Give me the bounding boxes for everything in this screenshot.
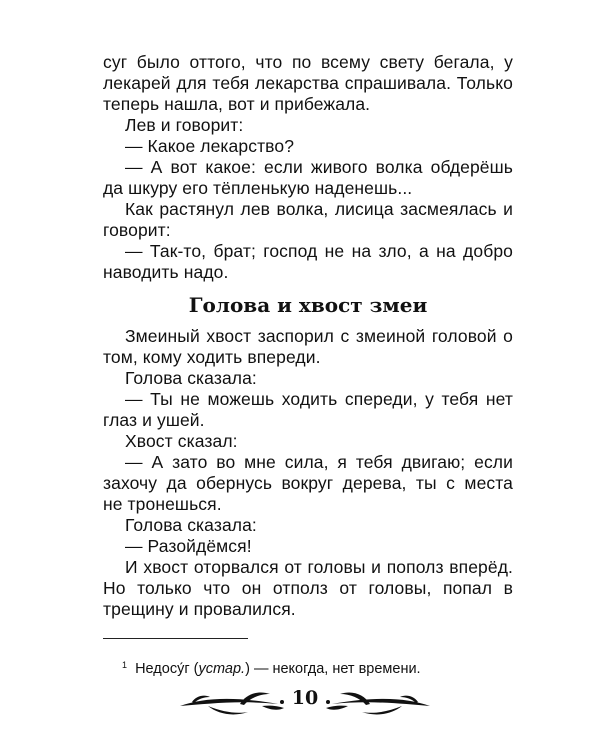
text-line: лекарей для тебя лекарства спрашивала. Только: [103, 73, 513, 93]
page-footer: [0, 684, 600, 724]
footnote-definition: — некогда, нет времени.: [253, 661, 421, 677]
footnote-abbr-close: ): [245, 661, 250, 677]
text-line: Голова сказала:: [125, 368, 257, 388]
story-title: Голова и хвост змеи: [188, 293, 428, 317]
footnote: [122, 660, 421, 679]
text-line: том, кому ходить впереди.: [103, 347, 321, 367]
text-line: захочу да обернусь вокруг дерева, ты с места: [103, 473, 513, 493]
text-block-story: [103, 326, 513, 620]
text-line: И хвост оторвался от головы и пополз вперёд.: [125, 557, 513, 577]
text-line: Как растянул лев волка, лисица засмеялась и: [125, 199, 513, 219]
text-line: Хвост сказал:: [125, 431, 238, 451]
text-line: говорит:: [103, 220, 171, 240]
text-line: Но только что он отполз от головы, попал в: [103, 578, 513, 598]
text-line: Лев и говорит:: [125, 115, 244, 135]
footnote-abbreviation: устар.: [198, 661, 246, 677]
text-line: Голова сказала:: [125, 515, 257, 535]
text-block-previous-story: [103, 52, 513, 283]
footnote-divider: [103, 638, 248, 639]
text-line: глаз и ушей.: [103, 410, 205, 430]
text-line: — Какое лекарство?: [125, 136, 295, 156]
text-line: суг было оттого, что по всему свету бегала, у: [103, 52, 513, 72]
text-line: не тронешься.: [103, 494, 222, 514]
text-line: — Так-то, брат; господ не на зло, а на добро: [125, 241, 513, 261]
text-line: — Ты не можешь ходить спереди, у тебя нет: [125, 389, 513, 409]
page-number: 10: [291, 687, 319, 709]
text-line: — А зато во мне сила, я тебя двигаю; если: [125, 452, 513, 472]
ornament-left-icon: [178, 684, 288, 724]
footnote-marker: 1: [122, 660, 128, 670]
footnote-abbr-open: (: [193, 661, 199, 677]
footnote-term: Недосу́г: [135, 661, 190, 677]
text-line: Змеиный хвост заспорил с змеиной головой о: [125, 326, 513, 346]
ornament-right-icon: [322, 684, 432, 724]
text-line: наводить надо.: [103, 262, 229, 282]
text-line: трещину и провалился.: [103, 599, 296, 619]
text-line: — Разойдёмся!: [125, 536, 252, 556]
text-line: теперь нашла, вот и прибежала.: [103, 94, 371, 114]
text-line: — А вот какое: если живого волка обдерёшь: [125, 157, 513, 177]
text-line: да шкуру его тёпленькую наденешь...: [103, 178, 413, 198]
